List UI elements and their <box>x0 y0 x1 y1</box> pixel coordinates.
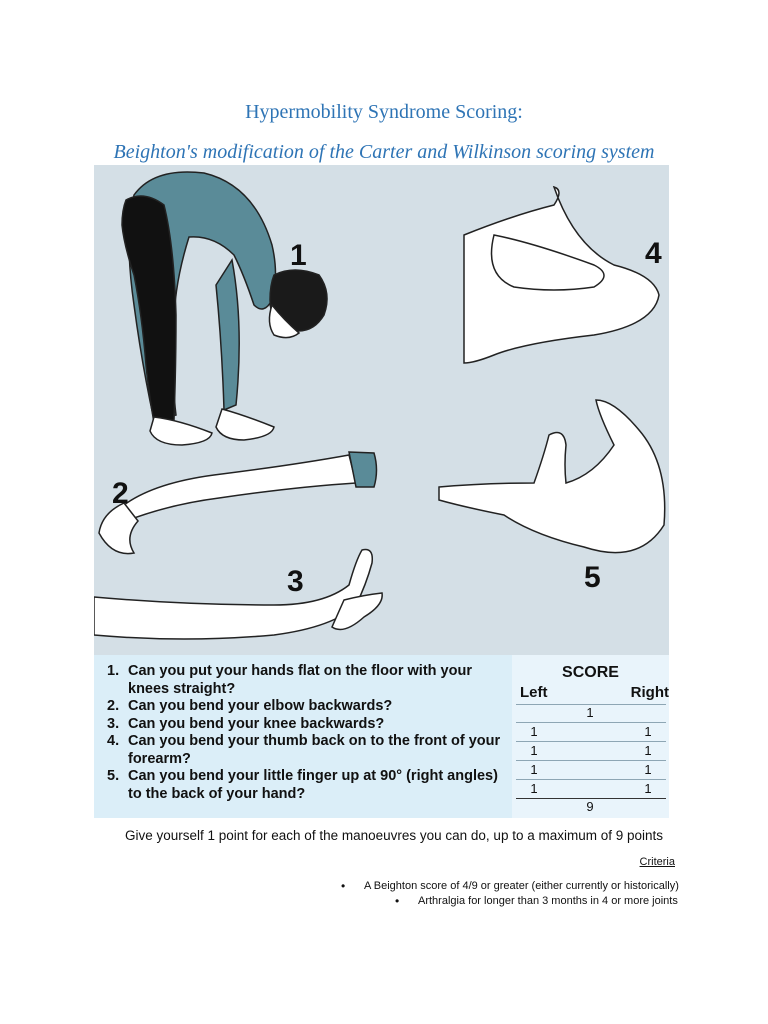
manoeuvre-number-5: 5 <box>584 561 601 594</box>
question-number: 4. <box>107 733 120 749</box>
question-number: 5. <box>107 768 120 784</box>
question-item <box>102 716 507 734</box>
question-item <box>102 733 507 768</box>
question-text: Can you bend your elbow backwards? <box>128 698 393 714</box>
manoeuvre-number-1: 1 <box>290 239 307 272</box>
right-score-cell: 1 <box>644 781 652 796</box>
question-text: Can you put your hands flat on the floor with your knees straight? <box>128 663 472 697</box>
manoeuvre-number-2: 2 <box>112 477 129 510</box>
question-item <box>102 698 507 716</box>
question-item <box>102 663 507 698</box>
figure-finger <box>439 400 665 553</box>
question-list <box>102 663 507 803</box>
question-text: Can you bend your little finger up at 90° (right angles) to the back of your hand? <box>128 768 498 802</box>
left-score-cell: 1 <box>530 762 538 777</box>
table-divider <box>516 741 666 742</box>
figure-knee <box>94 550 382 639</box>
beighton-illustration <box>94 165 669 655</box>
document-title: Hypermobility Syndrome Scoring: <box>245 101 523 123</box>
row1-score: 1 <box>586 705 594 720</box>
table-divider <box>516 779 666 780</box>
table-divider <box>516 722 666 723</box>
document-subtitle: Beighton's modification of the Carter and Wilkinson scoring system <box>113 141 655 163</box>
bullet-icon: • <box>395 894 400 908</box>
right-score-cell: 1 <box>644 724 652 739</box>
right-column-header: Right <box>630 684 669 701</box>
questions-panel <box>94 655 669 818</box>
criteria-item <box>395 894 678 908</box>
scoring-caption: Give yourself 1 point for each of the manoeuvres you can do, up to a maximum of 9 points <box>124 828 664 843</box>
right-score-cell: 1 <box>644 743 652 758</box>
bullet-icon: • <box>341 879 346 893</box>
figure-forward-bend <box>122 172 327 445</box>
question-text: Can you bend your knee backwards? <box>128 715 385 732</box>
manoeuvres-drawing <box>94 165 669 655</box>
question-item <box>102 768 507 803</box>
manoeuvre-number-4: 4 <box>645 237 662 270</box>
criteria-item <box>341 879 679 893</box>
criteria-item-text: A Beighton score of 4/9 or greater (either currently or historically) <box>364 880 679 892</box>
criteria-heading: Criteria <box>639 856 675 868</box>
question-number: 2. <box>107 698 120 714</box>
score-table <box>512 655 669 818</box>
right-score-cell: 1 <box>644 762 652 777</box>
question-text: Can you bend your thumb back on to the front of your forearm? <box>128 733 501 767</box>
table-divider <box>516 760 666 761</box>
left-column-header: Left <box>520 684 548 701</box>
criteria-item-text: Arthralgia for longer than 3 months in 4 or more joints <box>418 895 678 907</box>
question-number: 1. <box>107 663 120 679</box>
question-number: 3. <box>107 715 120 732</box>
total-score: 9 <box>586 799 594 814</box>
score-header: SCORE <box>562 664 619 681</box>
left-score-cell: 1 <box>530 724 538 739</box>
left-score-cell: 1 <box>530 781 538 796</box>
figure-elbow <box>99 452 377 554</box>
manoeuvre-number-3: 3 <box>287 565 304 598</box>
figure-thumb <box>464 187 659 363</box>
left-score-cell: 1 <box>530 743 538 758</box>
